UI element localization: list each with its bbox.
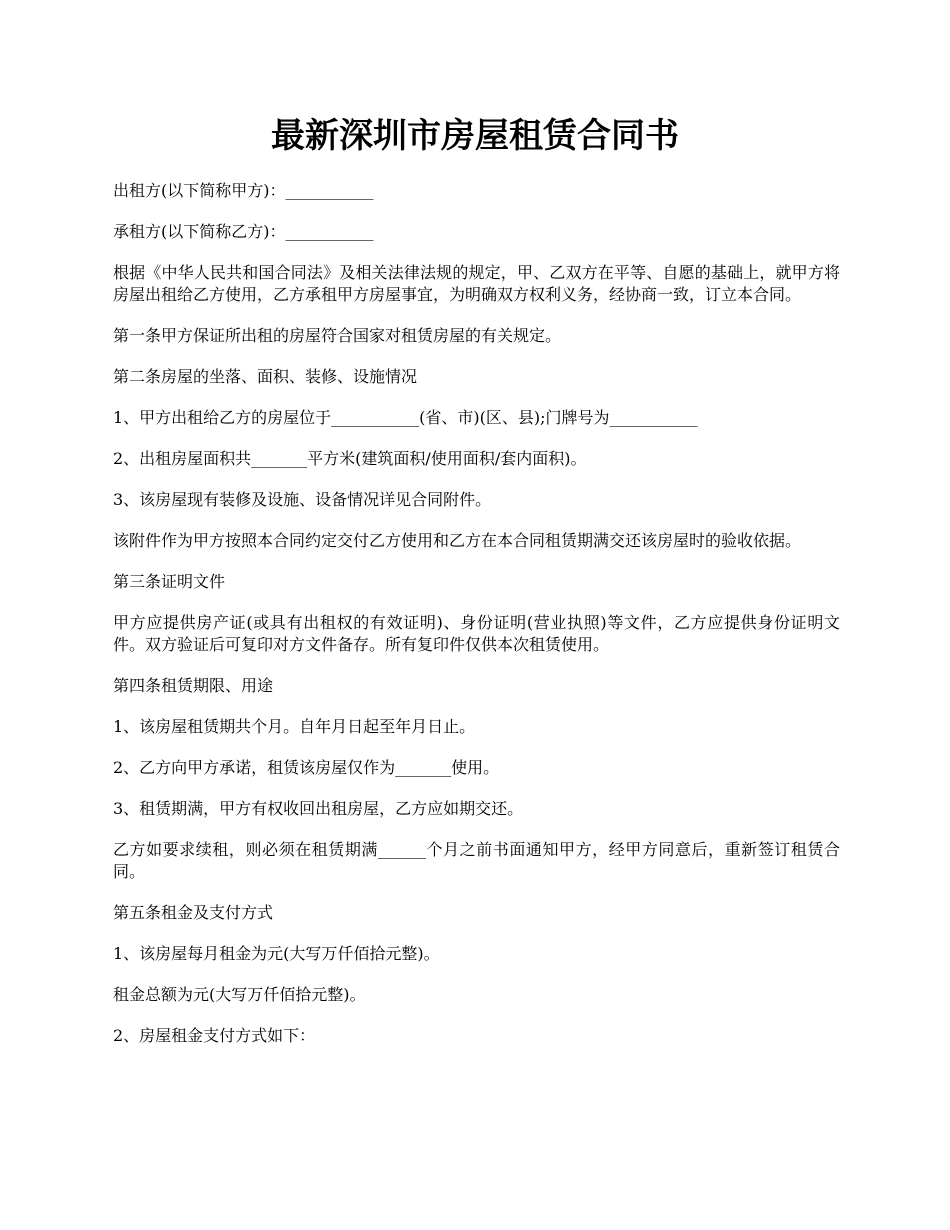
paragraph-annex-note: 该附件作为甲方按照本合同约定交付乙方使用和乙方在本合同租赁期满交还该房屋时的验收依据。 (113, 531, 802, 550)
paragraph-article-5-heading: 第五条租金及支付方式 (113, 903, 274, 922)
paragraph-article-2-item-1: 1、甲方出租给乙方的房屋位于___________(省、市)(区、县);门牌号为___________ (113, 408, 698, 427)
paragraph-article-1: 第一条甲方保证所出租的房屋符合国家对租赁房屋的有关规定。 (113, 326, 562, 345)
document-title: 最新深圳市房屋租赁合同书 (271, 116, 679, 156)
paragraph-article-4-item-3: 3、租赁期满，甲方有权收回出租房屋，乙方应如期交还。 (113, 799, 524, 818)
paragraph-article-2-heading: 第二条房屋的坐落、面积、装修、设施情况 (113, 367, 418, 386)
paragraph-article-3-heading: 第三条证明文件 (113, 572, 226, 591)
paragraph-article-5-item-2: 2、房屋租金支付方式如下： (113, 1026, 316, 1045)
paragraph-total-rent: 租金总额为元(大写万仟佰拾元整)。 (113, 985, 366, 1004)
paragraph-lessor: 出租方(以下简称甲方)：___________ (113, 181, 374, 200)
paragraph-lessee: 承租方(以下简称乙方)：___________ (113, 222, 374, 241)
paragraph-article-2-item-3: 3、该房屋现有装修及设施、设备情况详见合同附件。 (113, 490, 492, 509)
paragraph-article-4-item-2: 2、乙方向甲方承诺，租赁该房屋仅作为_______使用。 (113, 758, 500, 777)
paragraph-renewal: 乙方如要求续租，则必须在租赁期满______个月之前书面通知甲方，经甲方同意后，重新签订租赁合同。 (113, 840, 840, 881)
paragraph-article-4-item-1: 1、该房屋租赁期共个月。自年月日起至年月日止。 (113, 717, 476, 736)
document-body (113, 180, 840, 1066)
paragraph-article-4-heading: 第四条租赁期限、用途 (113, 676, 274, 695)
paragraph-article-2-item-2: 2、出租房屋面积共_______平方米(建筑面积/使用面积/套内面积)。 (113, 449, 587, 468)
paragraph-article-5-item-1: 1、该房屋每月租金为元(大写万仟佰拾元整)。 (113, 944, 440, 963)
paragraph-preamble: 根据《中华人民共和国合同法》及相关法律法规的规定，甲、乙双方在平等、自愿的基础上，就甲方将房屋出租给乙方使用，乙方承租甲方房屋事宜，为明确双方权利义务，经协商一致，订立本合同。 (113, 263, 840, 304)
paragraph-article-3-body: 甲方应提供房产证(或具有出租权的有效证明)、身份证明(营业执照)等文件，乙方应提供身份证明文件。双方验证后可复印对方文件备存。所有复印件仅供本次租赁使用。 (113, 613, 840, 654)
